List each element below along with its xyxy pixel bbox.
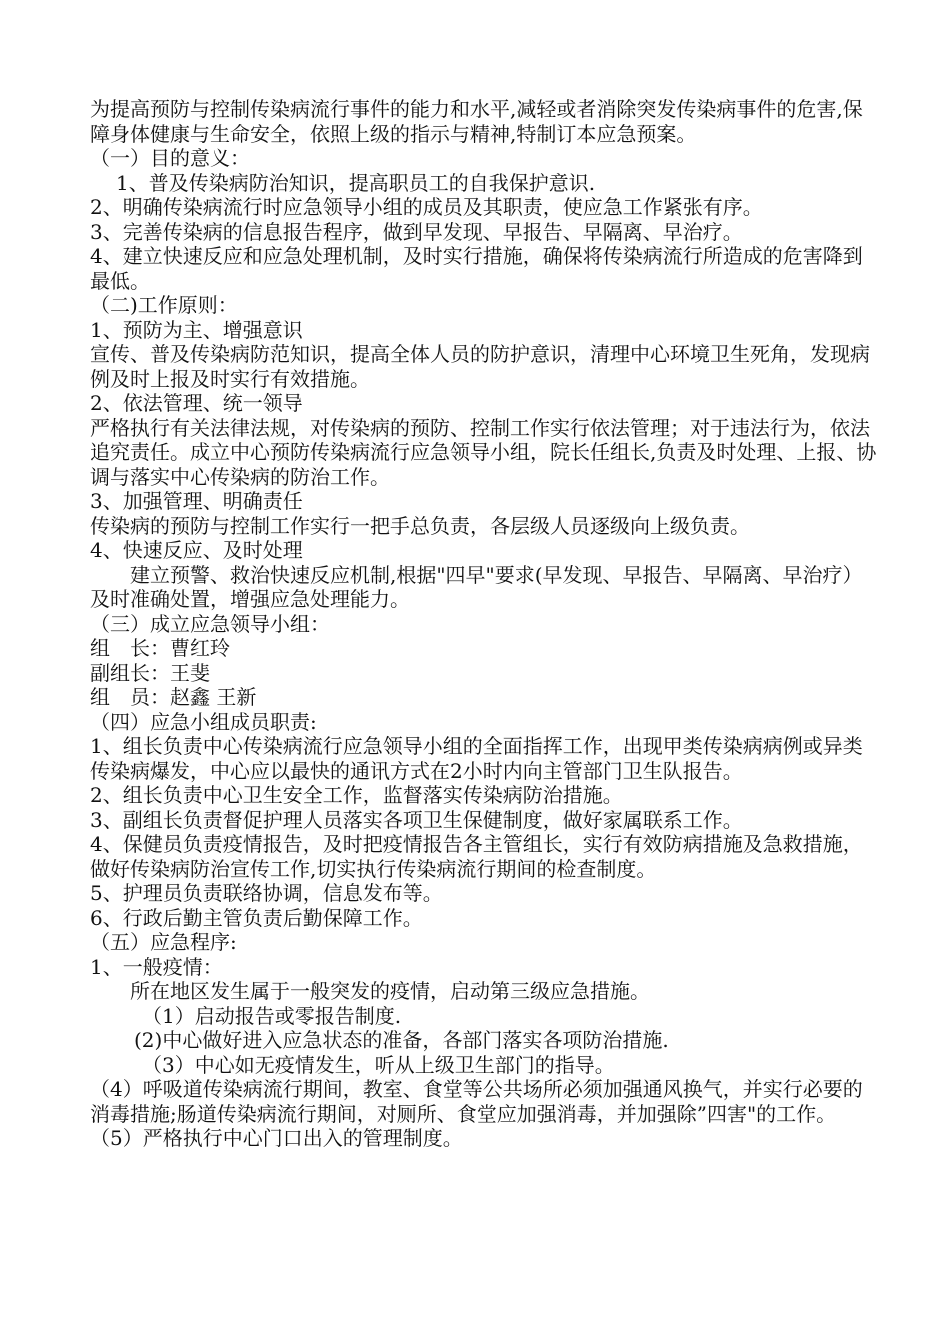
- team-members: 组 员：赵鑫 王新: [90, 685, 257, 709]
- principle-2-title: 2、依法管理、统一领导: [90, 391, 303, 415]
- duty-item-4: 4、保健员负责疫情报告，及时把疫情报告各主管组长，实行有效防病措施及急救措施，做好传染病防治宣传工作,切实执行传染病流行期间的检查制度。: [90, 832, 863, 881]
- principle-4-title: 4、快速反应、及时处理: [90, 538, 303, 562]
- procedure-1-body: 所在地区发生属于一般突发的疫情，启动第三级应急措施。: [130, 979, 650, 1003]
- document-body: [90, 97, 880, 1151]
- team-deputy-leader: 副组长：王斐: [90, 660, 210, 685]
- purpose-item-4: 4、建立快速反应和应急处理机制，及时实行措施，确保将传染病流行所造成的危害降到最低。: [90, 244, 863, 293]
- principle-3-body: 传染病的预防与控制工作实行一把手总负责，各层级人员逐级向上级负责。: [90, 513, 750, 538]
- procedure-step-4: （4）呼吸道传染病流行期间，教室、食堂等公共场所必须加强通风换气，并实行必要的消毒措施;肠道传染病流行期间，对厕所、食堂应加强消毒，并加强除”四害"的工作。: [90, 1077, 863, 1126]
- team-leader: 组 长：曹红玲: [90, 636, 230, 660]
- duty-item-2: 2、组长负责中心卫生安全工作，监督落实传染病防治措施。: [90, 783, 623, 807]
- principle-1-body: 宣传、普及传染病防范知识，提高全体人员的防护意识，清理中心环境卫生死角，发现病例及时上报及时实行有效措施。: [90, 342, 870, 391]
- section-heading-principles: （二)工作原则：: [90, 293, 238, 317]
- duty-item-1: 1、组长负责中心传染病流行应急领导小组的全面指挥工作，出现甲类传染病病例或异类传染病爆发，中心应以最快的通讯方式在2小时内向主管部门卫生队报告。: [90, 734, 863, 783]
- procedure-step-2: (2)中心做好进入应急状态的准备，各部门落实各项防治措施.: [134, 1028, 669, 1052]
- section-heading-procedure: （五）应急程序:: [90, 930, 237, 954]
- purpose-item-3: 3、完善传染病的信息报告程序，做到早发现、早报告、早隔离、早治疗。: [90, 219, 743, 244]
- procedure-step-5: （5）严格执行中心门口出入的管理制度。: [90, 1126, 463, 1150]
- principle-4-body: 建立预警、救治快速反应机制,根据"四早"要求(早发现、早报告、早隔离、早治疗）及时准确处置，增强应急处理能力。: [90, 562, 863, 611]
- section-heading-duties: （四）应急小组成员职责:: [90, 709, 317, 734]
- intro-paragraph: 为提高预防与控制传染病流行事件的能力和水平,减轻或者消除突发传染病事件的危害,保障身体健康与生命安全，依照上级的指示与精神,特制订本应急预案。: [90, 97, 863, 146]
- duty-item-3: 3、副组长负责督促护理人员落实各项卫生保健制度，做好家属联系工作。: [90, 807, 743, 832]
- purpose-item-1: 1、普及传染病防治知识，提高职员工的自我保护意识.: [116, 170, 596, 195]
- duty-item-5: 5、护理员负责联络协调，信息发布等。: [90, 881, 443, 905]
- purpose-item-2: 2、明确传染病流行时应急领导小组的成员及其职责，使应急工作紧张有序。: [90, 195, 763, 219]
- principle-1-title: 1、预防为主、增强意识: [90, 317, 303, 342]
- procedure-step-1: （1）启动报告或零报告制度.: [142, 1003, 402, 1028]
- section-heading-team: （三）成立应急领导小组：: [90, 611, 330, 636]
- duty-item-6: 6、行政后勤主管负责后勤保障工作。: [90, 905, 423, 930]
- procedure-1-title: 1、一般疫情：: [90, 954, 223, 979]
- principle-2-body: 严格执行有关法律法规，对传染病的预防、控制工作实行依法管理；对于违法行为，依法追究责任。成立中心预防传染病流行应急领导小组，院长任组长,负责及时处理、上报、协调与落实中心传染病的防治工作。: [90, 415, 877, 489]
- principle-3-title: 3、加强管理、明确责任: [90, 489, 303, 513]
- procedure-step-3: （3）中心如无疫情发生，听从上级卫生部门的指导。: [142, 1052, 615, 1077]
- section-heading-purpose: （一）目的意义：: [90, 146, 250, 170]
